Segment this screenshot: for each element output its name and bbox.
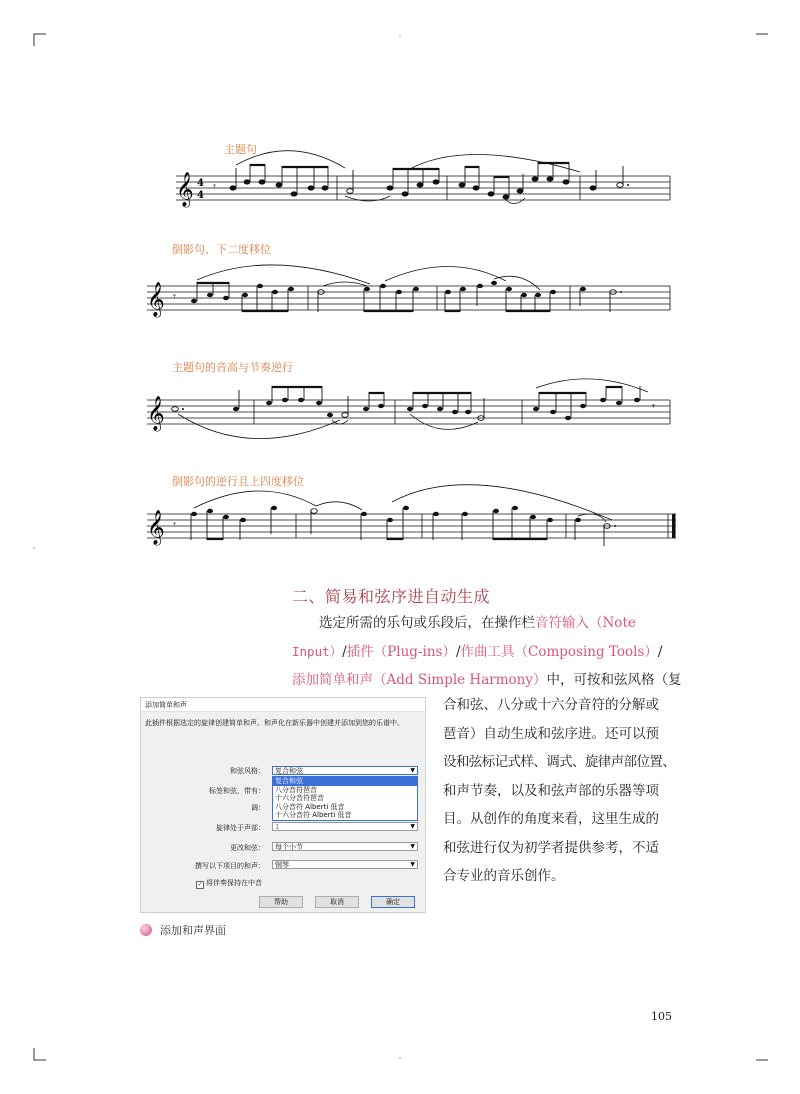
chevron-down-icon: ▼: [410, 861, 415, 868]
change-chords-value: 每个小节: [275, 843, 303, 851]
melody-voice-label: 旋律处于声部：: [216, 824, 265, 832]
help-button[interactable]: 帮助: [259, 896, 303, 908]
keep-accompaniment-label: 将伴奏保持在中音: [206, 879, 262, 887]
change-chords-select[interactable]: [272, 842, 418, 851]
page-number: 105: [651, 1010, 672, 1023]
paragraph-wrap-line: 合专业的音乐创作。: [443, 868, 565, 884]
svg-text:𝄾: 𝄾: [213, 180, 216, 193]
dropdown-option-compound[interactable]: 复合和弦: [273, 777, 417, 786]
chevron-down-icon: ▼: [410, 767, 415, 774]
svg-text:𝄾: 𝄾: [173, 518, 176, 531]
harmony-instrument-select[interactable]: [272, 860, 418, 869]
menu-add-simple-harmony: 添加简单和声（Add Simple Harmony）: [292, 672, 547, 688]
paragraph-wrap: [443, 691, 693, 891]
harmony-instrument-label: 撰写以下项目的和声：: [195, 862, 265, 870]
menu-separator-2: /: [455, 643, 461, 660]
example-label-2: 倒影句、下二度移位: [172, 243, 271, 256]
dropdown-option-eighth-arpeggio[interactable]: 八分音符琶音: [275, 785, 317, 794]
menu-composing-tools: 作曲工具（Composing Tools）: [460, 643, 658, 660]
dropdown-option-sixteenth-arpeggio[interactable]: 十六分音符琶音: [275, 794, 324, 802]
chevron-down-icon: ▼: [410, 843, 415, 850]
harmony-instrument-value: 钢琴: [275, 861, 289, 869]
chord-style-value: 复合和弦: [275, 767, 303, 775]
svg-text:𝄞: 𝄞: [147, 510, 165, 545]
paragraph-wrap-line: 合和弦、八分或十六分音符的分解或: [443, 697, 659, 713]
chevron-down-icon: ▼: [410, 823, 415, 830]
chord-labels-label: 标签和弦，带有：: [209, 787, 265, 795]
key-label: 调：: [251, 804, 265, 812]
svg-text:4: 4: [197, 178, 204, 189]
melody-voice-select[interactable]: [272, 822, 418, 831]
svg-text:𝄾: 𝄾: [652, 400, 655, 413]
caption-bullet-icon: [140, 924, 152, 936]
figure-caption-text: 添加和声界面: [160, 924, 226, 937]
paragraph-wrap-line: 设和弦标记式样、调式、旋律声部位置、: [443, 754, 676, 770]
checkbox-checked-icon: ✓: [197, 881, 203, 888]
svg-text:𝄞: 𝄞: [176, 172, 194, 207]
chord-style-dropdown-list: [272, 776, 418, 821]
example-label-4: 倒影句的逆行且上四度移位: [172, 475, 304, 488]
paragraph-intro: [292, 609, 684, 695]
paragraph-wrap-line: 琶音）自动生成和弦序进。还可以预: [443, 725, 659, 742]
dialog-description: 此插件根据选定的旋律创建简单和声。和声化在新乐器中创建并添加到您的乐谱中。: [145, 719, 404, 727]
paragraph-wrap-line: 和声节奏，以及和弦声部的乐器等项: [443, 782, 659, 799]
menu-separator-1: /: [342, 643, 347, 660]
paragraph-line1-prefix: 选定所需的乐句或乐段后，在操作栏: [319, 615, 535, 631]
example-label-1: 主题句: [224, 143, 257, 156]
paragraph-wrap-line: 目。从创作的角度来看，这里生成的: [443, 811, 659, 827]
figure-caption: [140, 922, 226, 938]
svg-text:4: 4: [197, 190, 204, 201]
paragraph-wrap-line: 和弦进行仅为初学者提供参考，不适: [443, 839, 659, 856]
example-label-3: 主题句的音高与节奏逆行: [172, 361, 293, 374]
section-heading: 二、简易和弦序进自动生成: [292, 587, 491, 606]
keep-accompaniment-checkbox[interactable]: [196, 878, 262, 889]
svg-text:𝄾: 𝄾: [173, 290, 176, 303]
chord-style-label: 和弦风格：: [230, 767, 265, 775]
svg-text:𝄞: 𝄞: [147, 396, 165, 431]
change-chords-label: 更改和弦：: [230, 844, 265, 852]
dropdown-option-eighth-alberti[interactable]: 八分音符 Alberti 低音: [275, 802, 345, 811]
menu-separator-3: /: [657, 643, 663, 660]
add-simple-harmony-dialog: [140, 697, 426, 913]
cancel-button[interactable]: 取消: [315, 896, 359, 908]
paragraph-line3-suffix: 中，可按和弦风格（复: [546, 672, 682, 688]
dropdown-option-sixteenth-alberti[interactable]: 十六分音符 Alberti 低音: [275, 811, 352, 819]
svg-text:𝄞: 𝄞: [147, 282, 165, 317]
melody-voice-value: 1: [275, 823, 280, 831]
dialog-title: 添加简单和声: [141, 698, 425, 712]
chord-style-select[interactable]: [272, 766, 418, 775]
ok-button[interactable]: 确定: [371, 896, 415, 908]
menu-note-input: 音符输入（Note: [535, 615, 636, 631]
menu-note-input-cont: Input）: [292, 643, 343, 659]
menu-plug-ins: 插件（Plug-ins）: [346, 643, 456, 660]
